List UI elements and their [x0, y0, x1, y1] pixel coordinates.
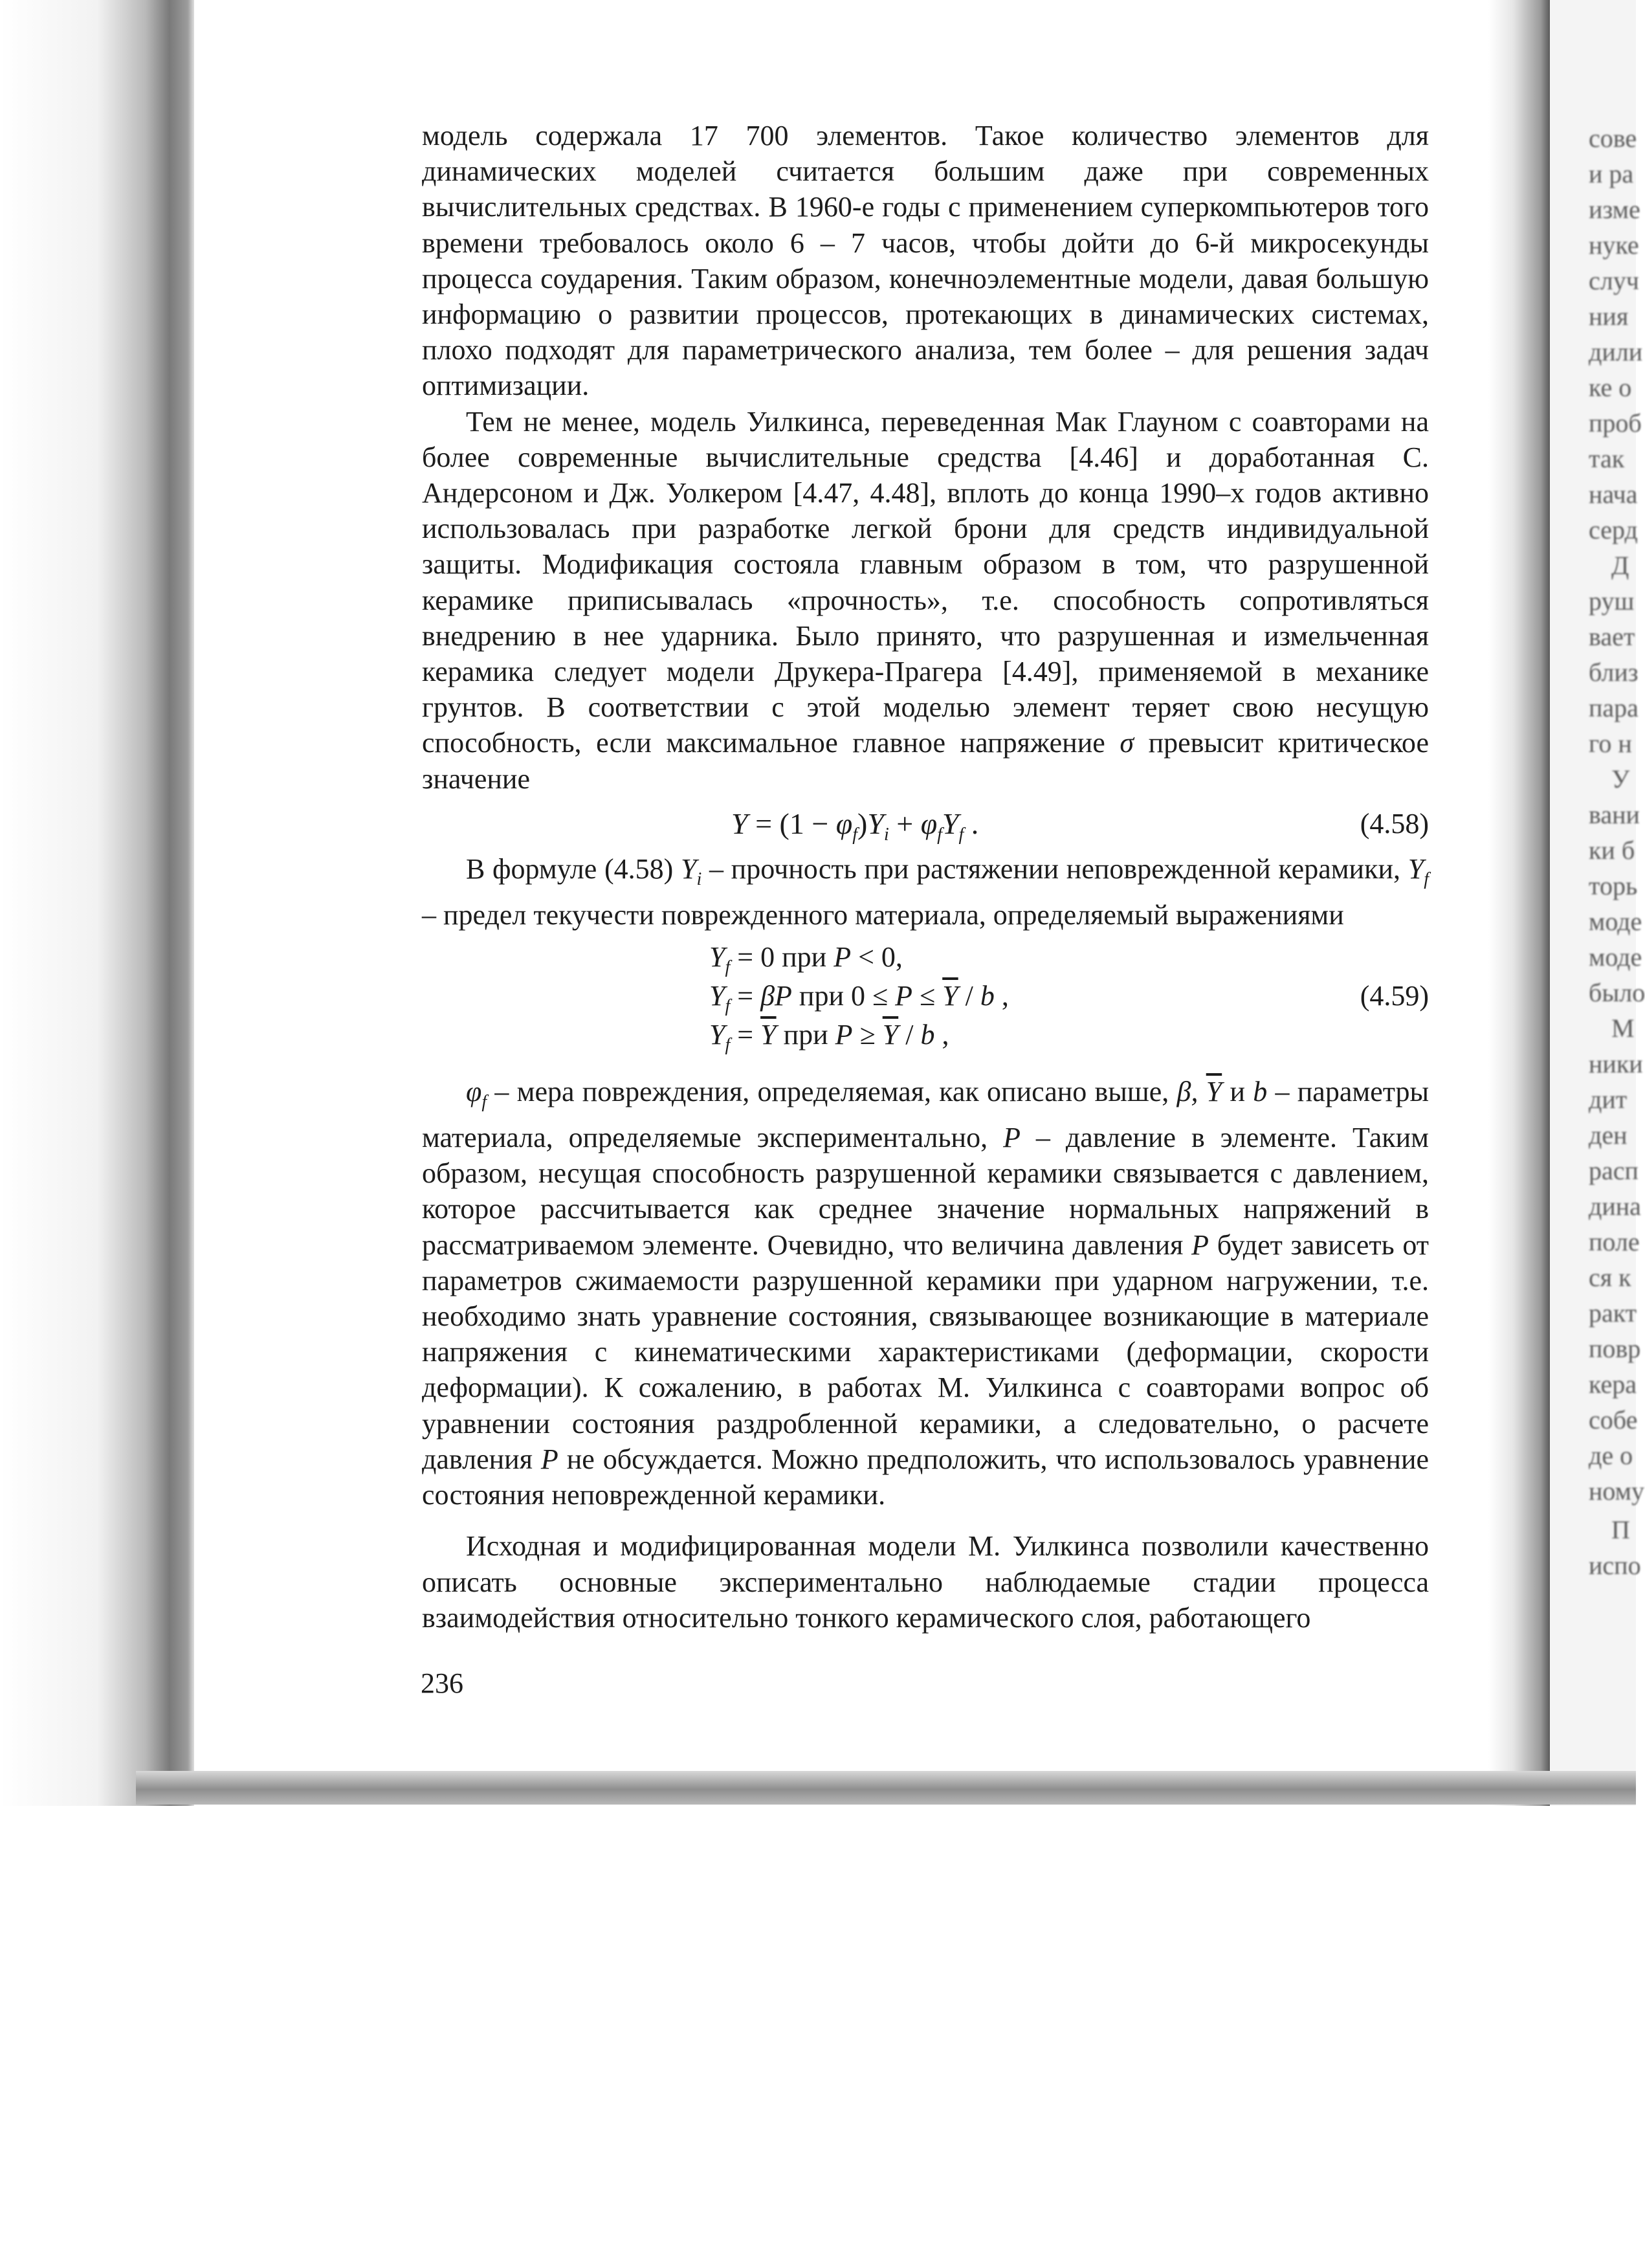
opposite-line: ному [1589, 1476, 1644, 1506]
paragraph-4-text: и [1230, 1076, 1245, 1108]
book-spine-shadow [1488, 0, 1550, 1806]
eq-subscript: f [958, 825, 964, 845]
opposite-line: нуке [1589, 230, 1639, 260]
eq-symbol: P [835, 1019, 853, 1051]
eq-subscript: f [725, 1034, 731, 1055]
opposite-line: П [1611, 1515, 1630, 1544]
eq-text: ) [857, 806, 868, 840]
opposite-line: ден [1589, 1120, 1628, 1150]
opposite-line: Д [1611, 551, 1629, 580]
eq-symbol: φ [835, 806, 853, 840]
equation-number: (4.58) [1360, 807, 1429, 839]
paragraph-3-text: В формуле (4.58) [466, 852, 674, 885]
subscript: i [696, 869, 702, 889]
opposite-page-fragment [1550, 0, 1645, 1806]
eq-symbol: P [834, 941, 852, 973]
opposite-line: вани [1589, 800, 1640, 829]
eq-text: . [964, 806, 979, 840]
eq-symbol: Y [709, 941, 725, 973]
paragraph-5: Исходная и модифицированная модели М. Уилкинса позволили качественно описать основные экспериментально наблюдаемые стадии процесса взаимодействия относительно тонкого керамического слоя, работающего [422, 1530, 1429, 1634]
paragraph-4-text: – параметры материала, определяемые экспериментально, [422, 1076, 1430, 1154]
symbol-ybar: $\overline{Y}$ [1206, 1076, 1222, 1108]
equation-number: (4.59) [1360, 980, 1429, 1012]
eq-symbol: φ [920, 806, 938, 840]
paragraph-3-text: – прочность при растяжении неповрежденной керамики, [709, 852, 1401, 885]
scan-gutter-shadow [0, 0, 194, 1806]
opposite-line: го н [1589, 729, 1632, 758]
opposite-line: дит [1589, 1085, 1628, 1114]
eq-symbol: βP [760, 980, 792, 1012]
symbol-yi: Y [681, 852, 697, 885]
scanner-background [0, 1806, 1636, 2268]
subscript: f [481, 1091, 487, 1112]
opposite-line: сове [1589, 124, 1637, 153]
eq-symbol: $\overline{Y}$ [882, 1019, 899, 1051]
opposite-line: руш [1589, 586, 1635, 616]
opposite-line: испо [1589, 1551, 1641, 1580]
paragraph-1: модель содержала 17 700 элементов. Такое количество элементов для динамических моделей считается большим даже при современных вычислительных средствах. В 1960-е годы с применением суперкомпьютеров того времени требовалось около 6 – 7 часов, чтобы дойти до 6-й микросекунды процесса соударения. Таким образом, конечноэлементные модели, давая большую информацию о развитии процессов, протекающих в динамических системах, плохо подходят для параметрического анализа, тем более – для решения задач оптимизации. [422, 120, 1429, 402]
paragraph-2-text: Тем не менее, модель Уилкинса, переведенная Мак Глауном с соавторами на более современные вычислительные средства [4.46] и доработанная С. Андерсоном и Дж. Уолкером [4.47, 4.48], вплоть до конца 1990–х годов активно использовалась при разработке легкой брони для средств индивидуальной защиты. Модификация состояла главным образом в том, что разрушенной керамике приписывалась «прочность», т.е. способность сопротивляться внедрению в нее ударника. Было принято, что разрушенная и измельченная керамика следует модели Друкера-Прагера [4.49], применяемой в механике грунтов. В соответствии с этой моделью элемент теряет свою несущую способность, если максимальное главное напряжение [422, 405, 1429, 759]
symbol-p: P [1003, 1122, 1021, 1154]
sigma-symbol: σ [1120, 727, 1134, 759]
opposite-line: де о [1589, 1441, 1633, 1470]
opposite-line: ракт [1589, 1298, 1637, 1328]
symbol-beta: β, [1176, 1076, 1198, 1108]
eq-subscript: i [883, 825, 889, 845]
symbol-yf: Y [1408, 852, 1424, 885]
opposite-line: дили [1589, 337, 1643, 366]
eq-symbol: Y [709, 1019, 725, 1051]
eq-symbol: Y [867, 806, 884, 840]
eq-subscript: f [725, 995, 731, 1016]
opposite-line: дина [1589, 1192, 1641, 1221]
opposite-line: У [1611, 764, 1630, 794]
opposite-line: близ [1589, 658, 1639, 687]
eq-text: = 0 при [730, 941, 834, 973]
eq-text: , [934, 1019, 949, 1051]
eq-symbol: b [980, 980, 995, 1012]
equation-4-59 [422, 933, 1429, 1060]
opposite-line: повр [1589, 1334, 1641, 1363]
opposite-line: расп [1589, 1156, 1639, 1185]
opposite-line: моде [1589, 907, 1642, 936]
paragraph-4-text: не обсуждается. Можно предположить, что использовалось уравнение состояния неповрежденной керамики. [422, 1443, 1430, 1511]
eq-symbol: b [920, 1019, 935, 1051]
opposite-line: собе [1589, 1405, 1638, 1434]
opposite-line: серд [1589, 515, 1638, 544]
eq-text: = [730, 1019, 761, 1051]
opposite-line: было [1589, 978, 1645, 1007]
eq-text: , [994, 980, 1009, 1012]
paragraph-2 [422, 404, 1429, 797]
opposite-line: М [1611, 1014, 1635, 1043]
page-body [422, 118, 1429, 1636]
opposite-line: так [1589, 444, 1625, 473]
subscript: f [1424, 869, 1430, 889]
page-number: 236 [421, 1667, 463, 1699]
eq-symbol: P [895, 980, 913, 1012]
equation-4-58-expression [731, 806, 978, 852]
opposite-line: ния [1589, 302, 1629, 331]
eq-text: ≥ [852, 1019, 883, 1051]
opposite-line: пара [1589, 693, 1639, 722]
eq-text: при 0 ≤ [791, 980, 896, 1012]
equation-4-58 [422, 806, 1429, 846]
eq-text: = [730, 980, 761, 1012]
paragraph-3 [422, 851, 1429, 933]
opposite-line: торь [1589, 871, 1638, 900]
eq-subscript: f [937, 825, 942, 845]
paragraph-4 [422, 1074, 1429, 1513]
opposite-line: ся к [1589, 1263, 1631, 1292]
opposite-line: ке о [1589, 373, 1632, 402]
page-bottom-edge [136, 1771, 1636, 1805]
eq-text: ≤ [912, 980, 943, 1012]
opposite-line: изме [1589, 195, 1640, 224]
opposite-line: и ра [1589, 159, 1634, 188]
eq-text: / [898, 1019, 921, 1051]
symbol-p: P [540, 1443, 558, 1475]
opposite-line: кера [1589, 1370, 1637, 1399]
opposite-line: вает [1589, 622, 1635, 651]
symbol-b: b [1253, 1076, 1268, 1108]
eq-text: = (1 − [747, 806, 836, 840]
eq-text: + [889, 806, 921, 840]
opposite-line: поле [1589, 1227, 1640, 1256]
paragraph-3-text: – предел текучести поврежденного материала, определяемый выражениями [422, 898, 1344, 931]
opposite-line: ники [1589, 1049, 1643, 1078]
opposite-line: ки б [1589, 836, 1635, 865]
symbol-phi: φ [466, 1076, 482, 1108]
eq-text: / [958, 980, 980, 1012]
opposite-line: проб [1589, 408, 1642, 438]
paragraph-2-end: превысит критическое значение [422, 727, 1429, 795]
paragraph-4-text: будет зависеть от параметров сжимаемости разрушенной керамики при ударном нагружении, т.е. необходимо знать уравнение состояния, связывающее возникающие в материале напряжения с кинематическими характеристиками (деформации, скорости деформации). К сожалению, в работах М. Уилкинса с соавторами вопрос об уравнении состояния раздробленной керамики, а следовательно, о расчете давления [422, 1228, 1430, 1475]
opposite-line: моде [1589, 942, 1642, 972]
equation-4-59-line-3 [709, 1017, 949, 1063]
eq-subscript: f [725, 957, 731, 977]
symbol-p: P [1191, 1228, 1209, 1261]
eq-symbol: Y [731, 806, 748, 840]
opposite-line: нача [1589, 480, 1638, 509]
eq-text: < 0, [851, 941, 903, 973]
eq-symbol: Y [709, 980, 725, 1012]
eq-text: при [776, 1019, 835, 1051]
paragraph-4-text: – мера повреждения, определяемая, как описано выше, [494, 1076, 1169, 1108]
eq-subscript: f [852, 825, 858, 845]
eq-symbol: Y [942, 806, 959, 840]
eq-symbol: $\overline{Y}$ [942, 980, 958, 1012]
paragraph-4-text: – давление в элементе. Таким образом, несущая способность разрушенной керамики связывается с давлением, которое рассчитывается как среднее значение нормальных напряжений в рассматриваемом элементе. Очевидно, что величина давления [422, 1122, 1430, 1261]
eq-symbol: $\overline{Y}$ [760, 1019, 777, 1051]
opposite-line: случ [1589, 266, 1639, 295]
